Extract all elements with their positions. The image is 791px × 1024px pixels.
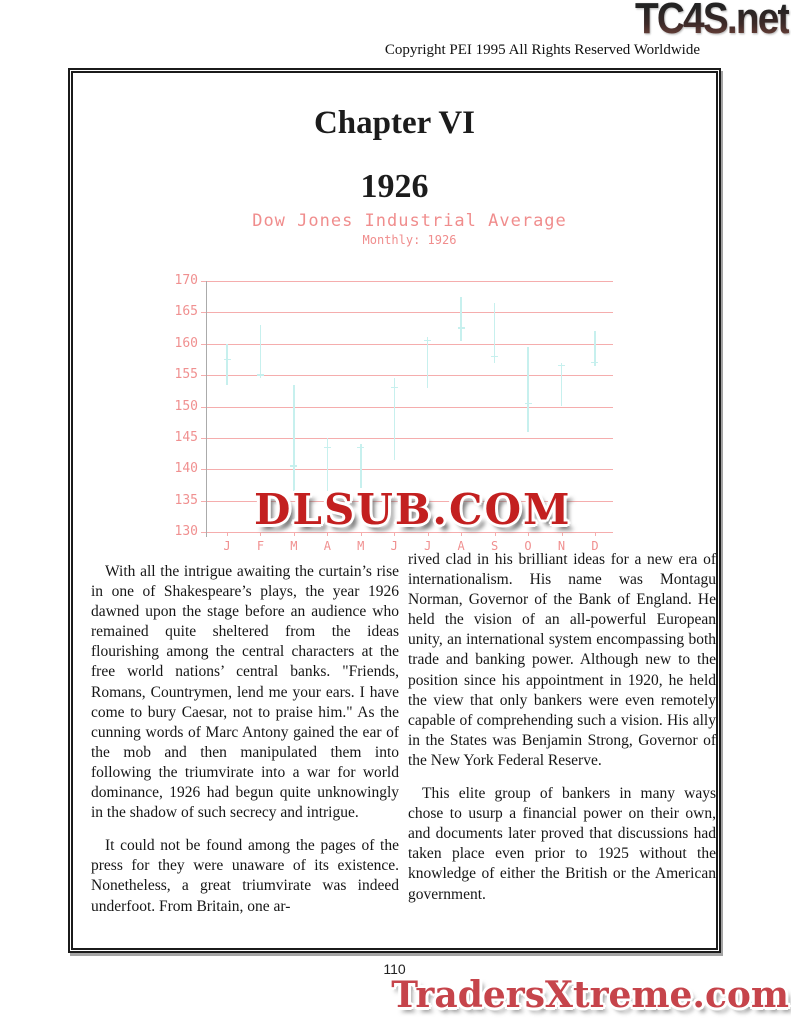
price-bar xyxy=(427,337,429,387)
chart-title: Dow Jones Industrial Average xyxy=(252,211,567,231)
month-label: A xyxy=(323,539,331,553)
price-bar xyxy=(594,331,596,366)
x-axis-tick xyxy=(227,532,228,536)
book-page xyxy=(68,68,721,953)
gridline xyxy=(206,281,613,282)
close-tick xyxy=(424,340,431,342)
price-bar xyxy=(527,347,529,432)
x-axis-tick xyxy=(595,532,596,536)
close-tick xyxy=(458,327,465,329)
close-tick xyxy=(290,465,297,467)
close-tick xyxy=(357,447,364,449)
price-bar xyxy=(460,297,462,341)
y-axis-line xyxy=(206,281,207,537)
month-label: N xyxy=(557,539,566,553)
price-bar xyxy=(394,378,396,460)
chart-subtitle: Monthly: 1926 xyxy=(362,233,457,247)
month-label: F xyxy=(256,539,265,553)
site-logo: TC4S.net xyxy=(635,0,789,44)
y-tick-label: 155 xyxy=(174,367,198,383)
article-left-column xyxy=(91,562,399,917)
price-bar xyxy=(360,444,362,488)
month-label: D xyxy=(591,539,599,553)
close-tick xyxy=(525,403,532,405)
close-tick xyxy=(324,447,331,449)
paragraph: With all the intrigue awaiting the curtain’s rise in one of Shakespeare’s plays, the year 1926 dawned upon the stage before an audience who remained quite sheltered from the ideas flourishing among the central characters at the free world nations’ central banks. "Friends, Romans, Countrymen, lend me your ears. I have come to bury Caesar, not to praise him." As the cunning words of Marc Antony gained the ear of the mob and then manipulated them into following the triumvirate into a war for world dominance, 1926 had begun quite unknowingly in the shadow of such secrecy and intrigue. xyxy=(91,563,399,822)
y-tick-label: 160 xyxy=(174,335,198,351)
price-bar xyxy=(260,325,262,378)
month-label: J xyxy=(424,539,432,553)
y-tick-label: 145 xyxy=(174,429,198,445)
gridline xyxy=(206,375,613,376)
close-tick xyxy=(558,365,565,367)
close-tick xyxy=(257,374,264,376)
month-label: M xyxy=(290,539,298,553)
y-tick-label: 130 xyxy=(174,524,198,539)
gridline xyxy=(206,407,613,408)
month-label: S xyxy=(490,539,499,553)
price-bar xyxy=(226,344,228,385)
close-tick xyxy=(224,359,231,361)
y-tick-label: 135 xyxy=(174,492,198,508)
gridline xyxy=(206,312,613,313)
paragraph: rived clad in his brilliant ideas for a new era of internationalism. His name was Montagu Norman, Governor of the Bank of England. He held the vision of an all-powerful European unity, an international system encompassing both trade and banking power. Although new to the position since his appointment in 1920, he held the view that only bankers were even remotely capable of comprehending such a vision. His ally in the States was Benjamin Strong, Governor of the New York Federal Reserve. xyxy=(408,551,716,769)
gridline xyxy=(206,344,613,345)
footer-logo: TradersXtreme.com xyxy=(391,974,789,1016)
gridline xyxy=(206,469,613,470)
paragraph: This elite group of bankers in many ways chose to usurp a financial power on their own, and documents later proved that discussions had taken place even prior to 1925 without the knowledge of either the British or the American government. xyxy=(408,785,716,903)
chart-header xyxy=(206,211,613,247)
y-tick-label: 170 xyxy=(174,273,198,288)
year-title: 1926 xyxy=(360,168,429,205)
close-tick xyxy=(491,356,498,358)
month-label: J xyxy=(223,539,231,553)
price-bar xyxy=(561,363,563,407)
copyright-notice: Copyright PEI 1995 All Rights Reserved Worldwide xyxy=(384,42,700,58)
page-number: 110 xyxy=(383,961,406,977)
gridline xyxy=(206,438,613,439)
watermark-logo: DLSUB.COM xyxy=(254,485,572,534)
article-right-column xyxy=(408,550,716,905)
price-bar xyxy=(293,385,295,498)
month-label: A xyxy=(457,539,465,553)
chapter-title: Chapter VI xyxy=(313,105,476,141)
close-tick xyxy=(391,387,398,389)
price-bar xyxy=(494,303,496,363)
month-label: M xyxy=(357,539,365,553)
y-tick-label: 165 xyxy=(174,304,198,320)
month-label: O xyxy=(524,539,532,553)
month-label: J xyxy=(390,539,398,553)
paragraph: It could not be found among the pages of the press for they were unaware of its existence. Nonetheless, a great triumvirate was indeed underfoot. From Britain, one ar- xyxy=(91,837,399,915)
y-tick-label: 140 xyxy=(174,461,198,477)
close-tick xyxy=(591,362,598,364)
y-tick-label: 150 xyxy=(174,398,198,414)
